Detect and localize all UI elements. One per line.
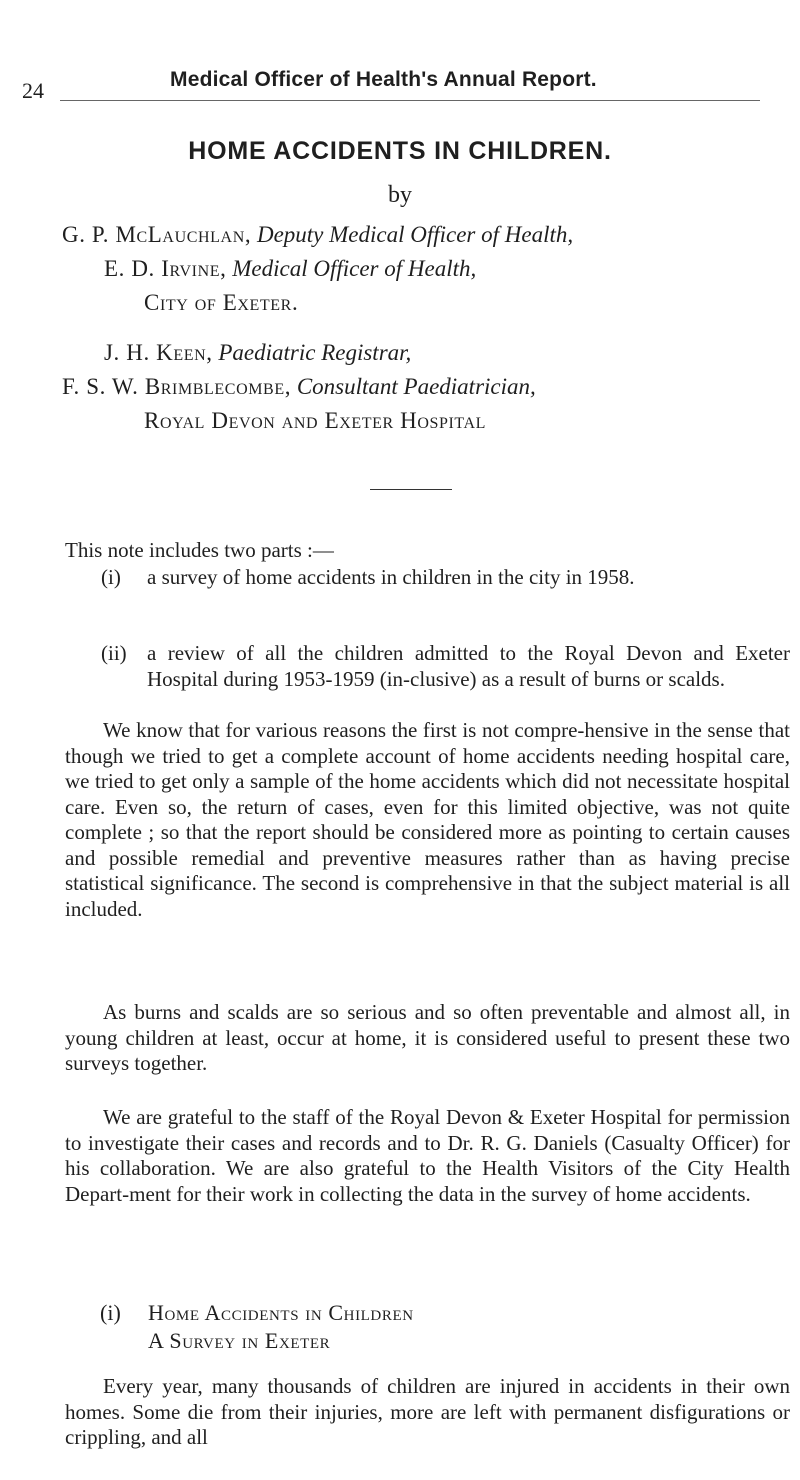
intro-block bbox=[65, 538, 790, 564]
byline-by: by bbox=[388, 182, 412, 208]
closing-paragraph bbox=[65, 1374, 790, 1451]
list-number: (ii) bbox=[101, 641, 127, 665]
author-line-2 bbox=[104, 256, 476, 282]
list-text: a survey of home accidents in children in the city in 1958. bbox=[147, 565, 635, 589]
section-heading-line-2: A Survey in Exeter bbox=[148, 1328, 331, 1353]
author-name: J. H. Keen, bbox=[104, 340, 213, 365]
section-heading-line-1: Home Accidents in Children bbox=[148, 1300, 414, 1325]
author-line-1 bbox=[62, 222, 573, 248]
author-role: Paediatric Registrar, bbox=[218, 340, 412, 365]
author-name: F. S. W. Brimblecombe, bbox=[62, 374, 292, 399]
list-text: a review of all the children admitted to the Royal Devon and Exeter Hospital during 1953-1959 (in-clusive) as a result of burns or scalds. bbox=[147, 641, 790, 691]
author-role: Consultant Paediatrician, bbox=[296, 374, 536, 399]
author-role: Medical Officer of Health, bbox=[232, 256, 477, 281]
parts-list bbox=[65, 565, 790, 715]
paragraph-1 bbox=[65, 718, 790, 922]
author-name: G. P. McLauchlan, bbox=[62, 222, 252, 247]
page-header bbox=[0, 58, 800, 106]
author-affiliation-1 bbox=[144, 290, 298, 316]
article-title: HOME ACCIDENTS IN CHILDREN. bbox=[188, 137, 612, 165]
intro-text: This note includes two parts :— bbox=[65, 538, 334, 562]
paragraph-text: As burns and scalds are so serious and so often preventable and almost all, in young children at least, occur at home, it is considered useful to present these two surveys together. bbox=[65, 1000, 790, 1075]
author-affiliation-2 bbox=[144, 408, 486, 434]
page-number: 24 bbox=[22, 78, 44, 103]
paragraph-text: We are grateful to the staff of the Royal Devon & Exeter Hospital for permission to investigate their cases and records and to Dr. R. G. Daniels (Casualty Officer) for his collaboration. We are also grateful to the Health Visitors of the City Health Depart-ment for their work in collecting the data in the survey of home accidents. bbox=[65, 1105, 790, 1206]
paragraph-2 bbox=[65, 1000, 790, 1077]
list-item bbox=[65, 565, 790, 591]
list-number: (i) bbox=[101, 565, 121, 589]
paragraph-text: Every year, many thousands of children are injured in accidents in their own homes. Some die from their injuries, more are left with permanent disfigurations or crippling, and all bbox=[65, 1374, 790, 1449]
separator-rule bbox=[370, 489, 452, 490]
running-title: Medical Officer of Health's Annual Report. bbox=[170, 68, 597, 91]
paragraph-3 bbox=[65, 1105, 790, 1207]
author-role: Deputy Medical Officer of Health, bbox=[256, 222, 574, 247]
author-line-3 bbox=[104, 340, 411, 366]
header-rule bbox=[60, 100, 760, 101]
author-line-4 bbox=[62, 374, 536, 400]
affiliation-name: City of Exeter. bbox=[144, 290, 299, 315]
section-number: (i) bbox=[100, 1300, 121, 1325]
affiliation-name: Royal Devon and Exeter Hospital bbox=[144, 408, 487, 433]
author-name: E. D. Irvine, bbox=[104, 256, 227, 281]
list-item bbox=[65, 641, 790, 692]
paragraph-text: We know that for various reasons the first is not compre-hensive in the sense that though we tried to get a complete account of home accidents needing hospital care, we tried to get only a sample of the home accidents which did not necessitate hospital care. Even so, the return of cases, even for this limited objective, was not quite complete ; so that the report should be considered more as pointing to certain causes and possible remedial and preventive measures rather than as having precise statistical significance. The second is comprehensive in that the subject material is all included. bbox=[65, 718, 790, 921]
